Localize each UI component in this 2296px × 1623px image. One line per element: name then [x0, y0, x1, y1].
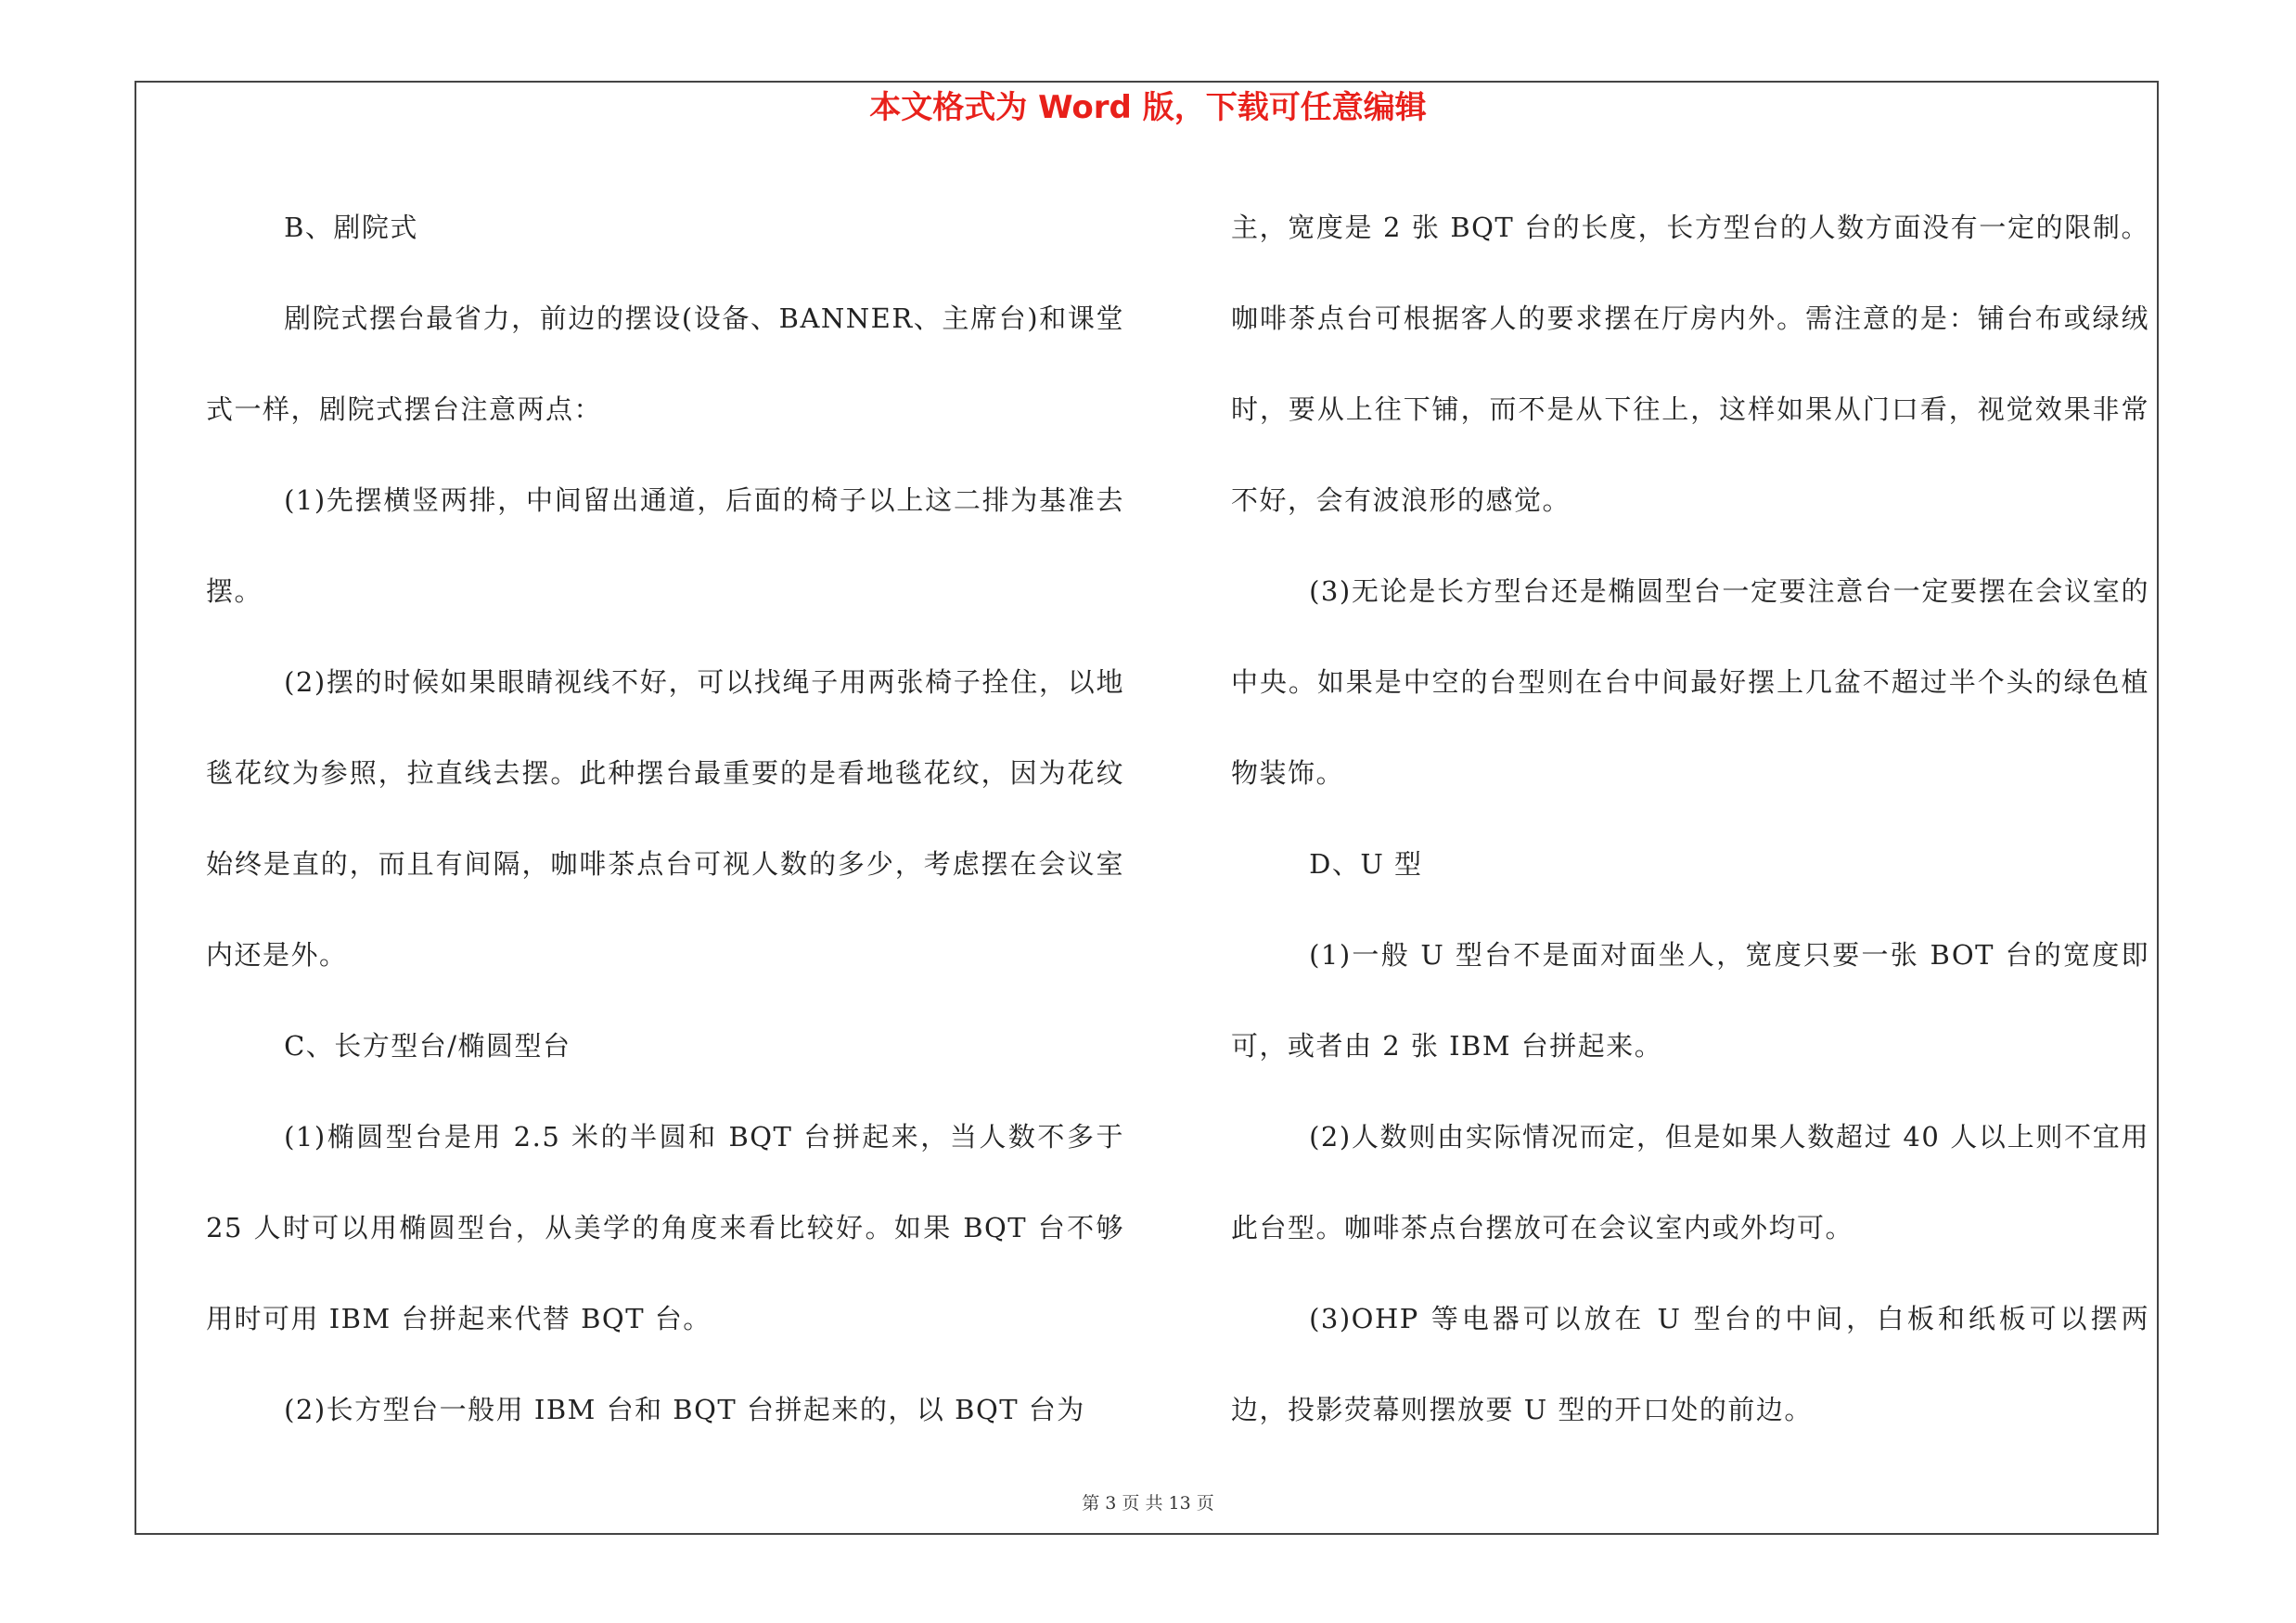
page-number-footer: 第 3 页 共 13 页	[1082, 1493, 1214, 1514]
paragraph: (3)OHP 等电器可以放在 U 型台的中间，白板和纸板可以摆两边，投影荧幕则摆放要 U 型的开口处的前边。	[1231, 1303, 2149, 1425]
paragraph: D、U 型	[1309, 848, 1423, 880]
paragraph: (2)摆的时候如果眼睛视线不好，可以找绳子用两张椅子拴住，以地毯花纹为参照，拉直线去摆。此种摆台最重要的是看地毯花纹，因为花纹始终是直的，而且有间隔，咖啡茶点台可视人数的多少，考虑摆在会议室内还是外。	[206, 666, 1124, 971]
paragraph: (1)一般 U 型台不是面对面坐人，宽度只要一张 BOT 台的宽度即可，或者由 2 张 IBM 台拼起来。	[1231, 939, 2149, 1062]
paragraph: (3)无论是长方型台还是椭圆型台一定要注意台一定要摆在会议室的中央。如果是中空的台型则在台中间最好摆上几盆不超过半个头的绿色植物装饰。	[1231, 575, 2149, 789]
paragraph: (2)人数则由实际情况而定，但是如果人数超过 40 人以上则不宜用此台型。咖啡茶点台摆放可在会议室内或外均可。	[1231, 1121, 2149, 1243]
paragraph: (1)先摆横竖两排，中间留出通道，后面的椅子以上这二排为基准去摆。	[206, 484, 1124, 607]
paragraph: B、剧院式	[284, 212, 418, 243]
paragraph: 主，宽度是 2 张 BQT 台的长度，长方型台的人数方面没有一定的限制。咖啡茶点台可根据客人的要求摆在厅房内外。需注意的是：铺台布或绿绒时，要从上往下铺，而不是从下往上，这样如果从门口看，视觉效果非常不好，会有波浪形的感觉。	[1231, 212, 2149, 516]
format-banner: 本文格式为 Word 版，下载可任意编辑	[869, 89, 1427, 126]
paragraph: 剧院式摆台最省力，前边的摆设(设备、BANNER、主席台)和课堂式一样，剧院式摆台注意两点：	[206, 303, 1124, 425]
paragraph: (1)椭圆型台是用 2.5 米的半圆和 BQT 台拼起来，当人数不多于 25 人时可以用椭圆型台，从美学的角度来看比较好。如果 BQT 台不够用时可用 IBM 台拼起来代替 BQT 台。	[206, 1121, 1124, 1334]
right-column	[1231, 182, 2149, 1455]
paragraph: (2)长方型台一般用 IBM 台和 BQT 台拼起来的，以 BQT 台为	[284, 1394, 1085, 1425]
paragraph: C、长方型台/椭圆型台	[284, 1030, 571, 1062]
left-column	[206, 182, 1124, 1455]
